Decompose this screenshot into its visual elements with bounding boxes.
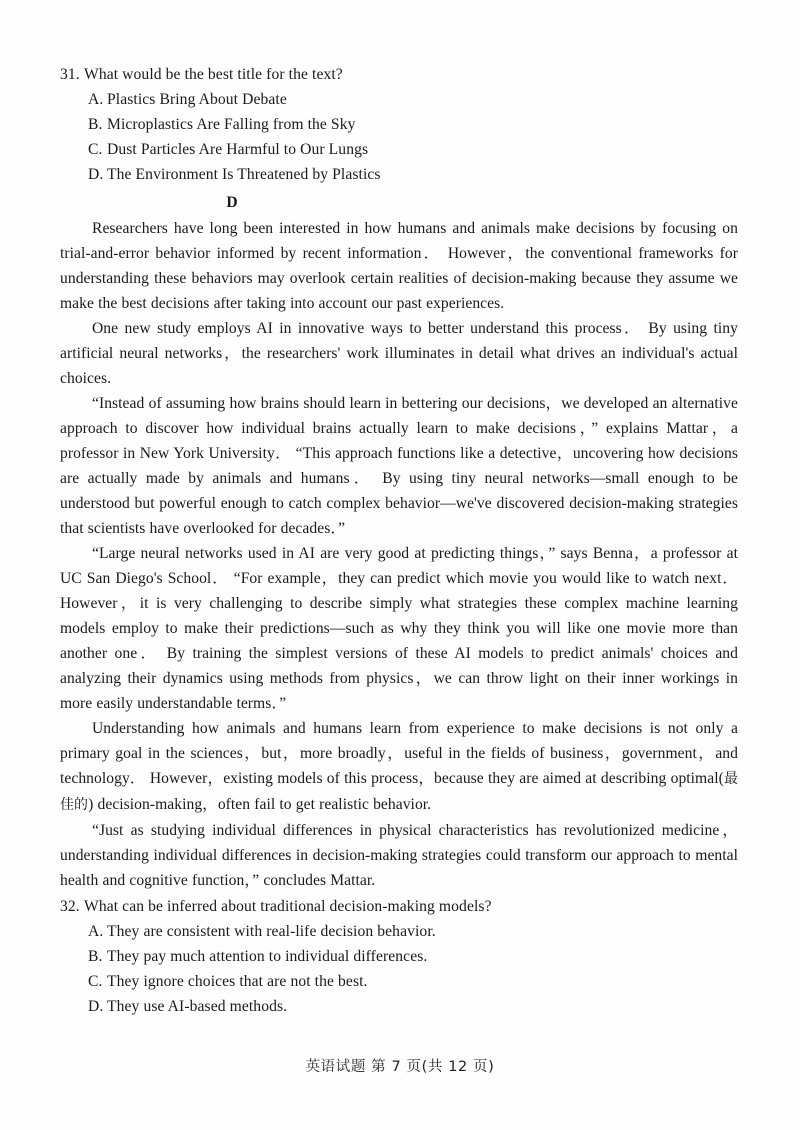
question-32-text: What can be inferred about traditional decision-making models? [84,898,492,915]
reading-passage [60,216,738,893]
question-32-option-d[interactable] [60,994,738,1019]
question-32-number: 32. [60,898,80,915]
passage-paragraph: “Instead of assuming how brains should learn in bettering our decisions，we developed an alternative approach to discover how individual brains actually learn to make decisions，” explains Mattar，a professor in New York University． “This approach functions like a detective，uncovering how decisions are actually made by animals and humans． By using tiny neural networks—small enough to be understood but powerful enough to catch complex behavior—we've discovered decision-making strategies that scientists have overlooked for decades．” [60,395,738,537]
option-text: Plastics Bring About Debate [107,91,287,108]
option-text: Microplastics Are Falling from the Sky [107,116,356,133]
section-header-d: D [226,194,238,211]
question-31-option-a[interactable] [60,87,738,112]
question-32-stem [60,894,738,919]
question-block-32 [60,894,738,1019]
passage-paragraph: Understanding how animals and humans learn from experience to make decisions is not only a primary goal in the sciences，but，more broadly，useful in the fields of business，government，and technology． However，existing models of this process，because they are aimed at describing optimal(最佳的) decision-making，often fail to get realistic behavior. [60,720,738,813]
page-footer [0,1056,800,1078]
passage-paragraph: “Just as studying individual differences in physical characteristics has revolutionized medicine，understanding individual differences in decision-making strategies could transform our approach to mental health and cognitive function，” concludes Mattar. [60,822,738,889]
option-text: The Environment Is Threatened by Plastics [107,166,381,183]
option-label: C. [88,141,103,158]
question-32-option-a[interactable] [60,919,738,944]
page-footer-text: 英语试题 第 7 页(共 12 页) [305,1059,495,1075]
option-label: A. [88,91,104,108]
question-31-option-b[interactable] [60,112,738,137]
option-label: B. [88,116,103,133]
question-31-option-c[interactable] [60,137,738,162]
question-31-stem [60,62,738,87]
question-32-options [60,919,738,1019]
chinese-gloss: 最佳的 [60,771,738,813]
question-32-option-c[interactable] [60,969,738,994]
option-text: They are consistent with real-life decision behavior. [107,923,436,940]
option-text: They ignore choices that are not the best. [107,973,368,990]
option-label: A. [88,923,104,940]
option-text: Dust Particles Are Harmful to Our Lungs [107,141,369,158]
option-label: C. [88,973,103,990]
option-label: B. [88,948,103,965]
question-31-number: 31. [60,66,80,83]
passage-paragraph: Researchers have long been interested in how humans and animals make decisions by focusing on trial-and-error behavior informed by recent information． However，the conventional frameworks for understanding these behaviors may overlook certain realities of decision-making because they assume we make the best decisions after taking into account our past experiences. [60,220,738,312]
option-text: They use AI-based methods. [107,998,288,1015]
passage-paragraph: “Large neural networks used in AI are very good at predicting things，” says Benna，a professor at UC San Diego's School． “For example，they can predict which movie you would like to watch next． However，it is very challenging to describe simply what strategies these complex machine learning models employ to make their predictions—such as why they think you will like one movie more than another one． By training the simplest versions of these AI models to predict animals' choices and analyzing their dynamics using methods from physics，we can throw light on their inner workings in more easily understandable terms．” [60,545,738,712]
option-text: They pay much attention to individual differences. [107,948,428,965]
question-32-option-b[interactable] [60,944,738,969]
question-31-text: What would be the best title for the text? [84,66,343,83]
option-label: D. [88,166,104,183]
question-31-options [60,87,738,187]
passage-paragraph: One new study employs AI in innovative ways to better understand this process． By using tiny artificial neural networks，the researchers' work illuminates in detail what drives an individual's actual choices. [60,320,738,387]
question-31-option-d[interactable] [60,162,738,187]
option-label: D. [88,998,104,1015]
page-content [60,62,738,1019]
question-block-31 [60,62,738,187]
